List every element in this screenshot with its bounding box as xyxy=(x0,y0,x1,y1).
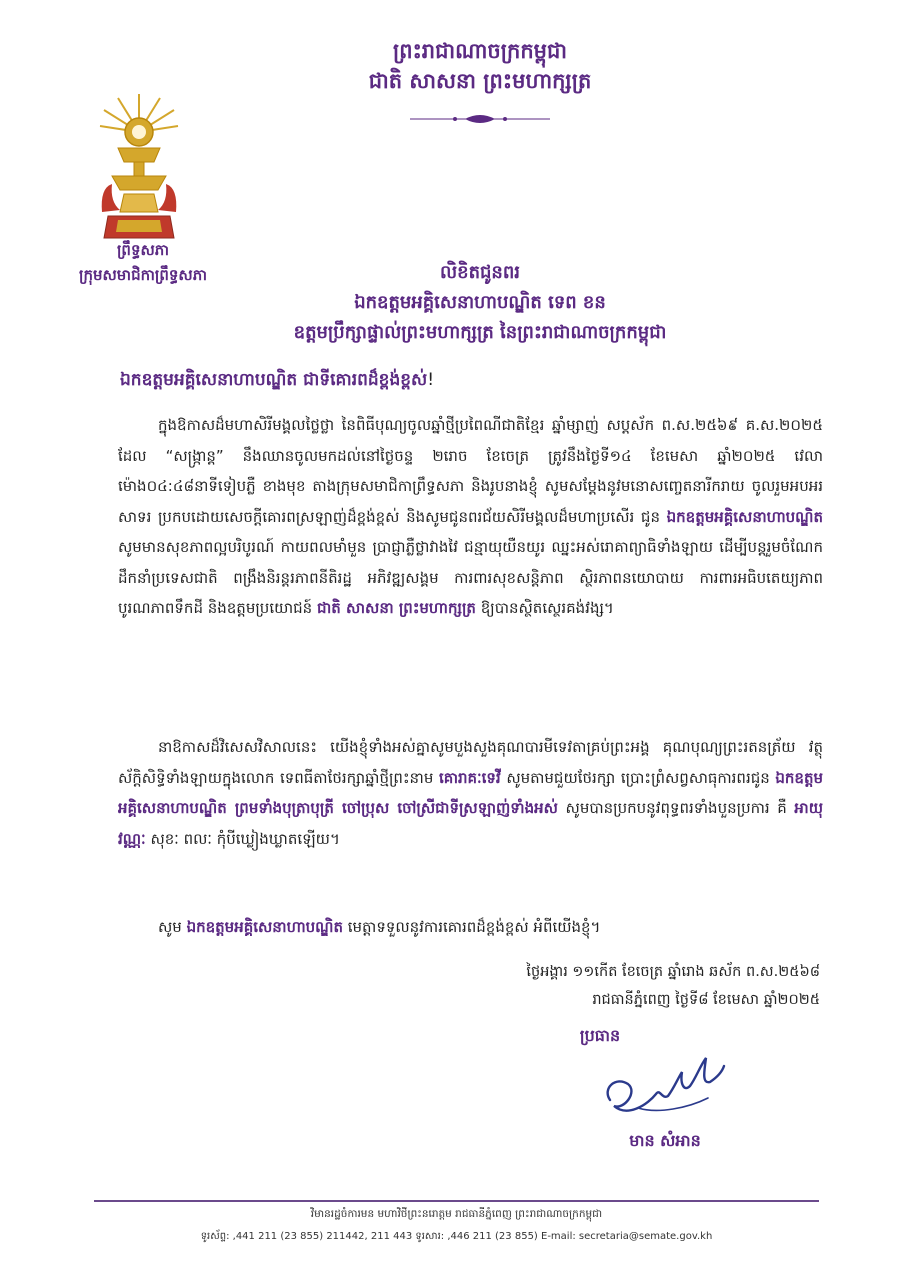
p2-deity: គោរាគៈទេវី xyxy=(438,768,501,787)
p1-text-1: ក្នុងឱកាសដ៏មហាសិរីមង្គលថ្លៃថ្លា នៃពិធីបុណ្យចូលឆ្នាំថ្មីប្រពៃណីជាតិខ្មែរ ឆ្នាំម្សាញ់ សប្តស័ក ព.ស.២៥៦៩ គ.ស.២០២៥ ដែល “សង្ក្រាន្ត” នឹងឈានចូលមកដល់នៅថ្ងៃចន្ទ ២រោច ខែចេត្រ ត្រូវនឹងថ្ងៃទី១៤ ខែមេសា ឆ្នាំ២០២៥ វេលាម៉ោង០៤:៤៨នាទីទៀបភ្លឺ ខាងមុខ តាងក្រុមសមាជិកាព្រឹទ្ធសភា និងរូបនាងខ្ញុំ សូមសម្តែងនូវមនោសញ្ចេតនារីករាយ ចូលរួមអបអរសាទរ ប្រកបដោយសេចក្តីគោរពស្រឡាញ់ដ៏ខ្ពង់ខ្ពស់ និងសូមជូនពរជ័យសិរីមង្គលដ៏មហាប្រសើរ ជូន xyxy=(118,416,823,526)
closing-recipient: ឯកឧត្តមអគ្គិសេនាហាបណ្ឌិត xyxy=(186,918,343,936)
body-paragraph-1 xyxy=(118,410,823,624)
letter-heading xyxy=(170,258,790,348)
salutation xyxy=(120,365,820,395)
p1-text-3: ឱ្យបានស្ថិតស្ថេរគង់វង្ស។ xyxy=(480,599,614,617)
letterhead-header xyxy=(300,36,660,96)
p1-recipient: ឯកឧត្តមអគ្គិសេនាហាបណ្ឌិត xyxy=(666,507,823,526)
p2-recipient: ឯកឧត្តមអគ្គិសេនាហាបណ្ឌិត ព្រមទាំងបុត្រាបុត្រី ចៅប្រុស ចៅស្រីជាទីស្រឡាញ់ទាំងអស់ xyxy=(118,768,823,817)
footer-contact: ទូរស័ព្ទ: ,441 211 (23 855) 211442, 211 443 ទូរសារ: ,446 211 (23 855) E-mail: secretaria@semate.gov.kh xyxy=(200,1231,713,1242)
p2-text-3: សូមបានប្រកបនូវពុទ្ធពរទាំងបួនប្រការ គឺ xyxy=(565,799,787,817)
p2-text-4: សុខៈ ពលៈ កុំបីឃ្លៀងឃ្លាតឡើយ។ xyxy=(150,829,340,848)
solar-date: រាជធានីភ្នំពេញ ថ្ងៃទី៨ ខែមេសា ឆ្នាំ២០២៥ xyxy=(592,992,820,1008)
national-motto: ជាតិ សាសនា ព្រះមហាក្សត្រ xyxy=(368,69,592,93)
p1-text-2: សូមមានសុខភាពល្អបរិបូរណ៍ កាយពលមាំមួន ប្រាជ្ញាភ្លឺថ្លាវាងវៃ ជន្មាយុយឺនយូរ ឈ្នះអស់រោគាព្យាធិទាំងឡាយ ដើម្បីបន្តរួមចំណែកដឹកនាំប្រទេសជាតិ ពង្រឹងនិរន្តរភាពនីតិរដ្ឋ អភិវឌ្ឍសង្គម ការពារសុខសន្តិភាព ស្ថិរភាពនយោបាយ ការពារអធិបតេយ្យភាព បូរណភាពទឹកដី និងឧត្តមប្រយោជន៍ xyxy=(118,538,823,617)
lunar-date: ថ្ងៃអង្គារ ១១កើត ខែចេត្រ ឆ្នាំរោង ឆស័ក ព.ស.២៥៦៨ xyxy=(526,964,820,980)
senate-emblem-icon xyxy=(98,92,180,242)
closing-suffix: មេត្តាទទួលនូវការគោរពដ៏ខ្ពង់ខ្ពស់ អំពីយើងខ្ញុំ។ xyxy=(347,918,601,936)
p1-motto: ជាតិ សាសនា ព្រះមហាក្សត្រ xyxy=(316,599,476,617)
salutation-mark: ! xyxy=(427,370,435,390)
org-senate: ព្រឹទ្ធសភា xyxy=(116,241,170,259)
footer-divider xyxy=(94,1200,819,1202)
recipient-title: ឧត្តមប្រឹក្សាផ្ទាល់ព្រះមហាក្សត្រ នៃព្រះរាជាណាចក្រកម្ពុជា xyxy=(293,322,667,343)
salutation-text: ឯកឧត្តមអគ្គិសេនាហាបណ្ឌិត ជាទីគោរពដ៏ខ្ពង់ខ្ពស់ xyxy=(120,370,428,390)
closing-prefix: សូម xyxy=(158,918,182,936)
closing-line xyxy=(118,912,823,942)
p2-text-1: នាឱកាសដ៏វិសេសវិសាលនេះ យើងខ្ញុំទាំងអស់គ្នាសូមបួងសួងគុណបារមីទេវតាគ្រប់ព្រះអង្គ គុណបុណ្យព្រះរតនត្រ័យ វត្ថុស័ក្តិសិទ្ធិទាំងឡាយក្នុងលោក ទេពធីតាថែរក្សាឆ្នាំថ្មីព្រះនាម xyxy=(118,738,823,787)
kingdom-name: ព្រះរាជាណាចក្រកម្ពុជា xyxy=(392,39,567,63)
ornament-divider xyxy=(405,113,555,125)
p2-blessings: អាយុ វណ្ណៈ xyxy=(118,799,823,848)
handwritten-signature-icon xyxy=(598,1048,728,1128)
body-paragraph-2 xyxy=(118,732,823,854)
footer-address: វិមានរដ្ឋចំការមន មហាវិថីព្រះនរោត្តម រាជធានីភ្នំពេញ ព្រះរាជាណាចក្រកម្ពុជា xyxy=(310,1208,603,1220)
letter-title: លិខិតជូនពរ xyxy=(440,262,520,283)
recipient-name: ឯកឧត្តមអគ្គិសេនាហាបណ្ឌិត ទេព ខន xyxy=(354,292,606,313)
signatory-name: មាន សំអាន xyxy=(629,1131,701,1150)
org-group: ក្រុមសមាជិកាព្រឹទ្ធសភា xyxy=(79,266,207,284)
p2-text-2: សូមតាមជួយថែរក្សា ប្រោះព្រំសព្វសាធុការពរជូន xyxy=(506,768,770,787)
signatory-role: ប្រធាន xyxy=(579,1026,621,1045)
